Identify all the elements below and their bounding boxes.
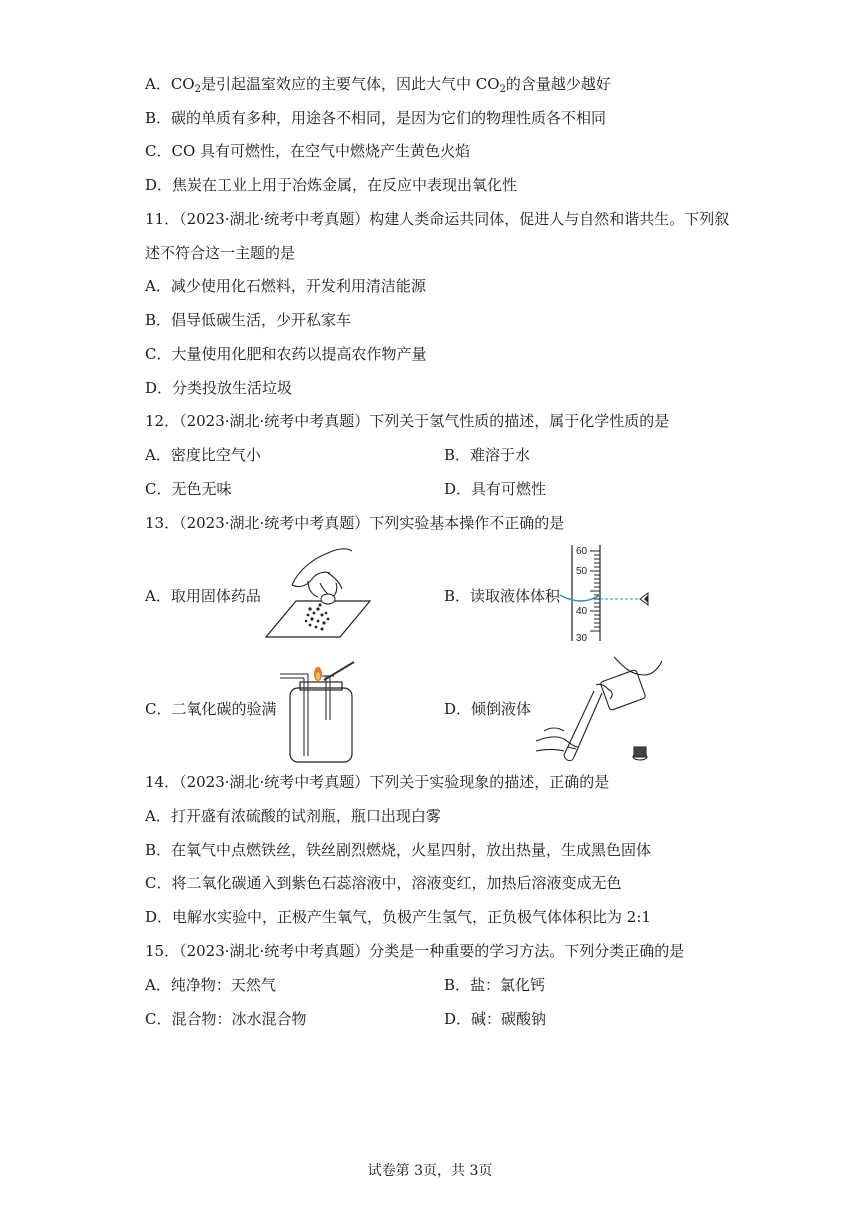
q11-stem-line2: 述不符合这一主题的是: [145, 244, 296, 262]
q15-option-c: C．混合物：冰水混合物: [145, 1010, 307, 1028]
q14-option-c: C．将二氧化碳通入到紫色石蕊溶液中，溶液变红，加热后溶液变成无色: [145, 874, 622, 892]
graduated-cylinder-figure: [560, 543, 660, 643]
tick-label-30: 30: [576, 633, 588, 643]
q10-option-c: C．CO 具有可燃性，在空气中燃烧产生黄色火焰: [145, 142, 471, 160]
q15-option-d: D．碱：碳酸钠: [444, 1010, 547, 1028]
q11-option-c: C．大量使用化肥和农药以提高农作物产量: [145, 345, 427, 363]
q13-option-b: B．读取液体体积: [444, 587, 561, 605]
q13-option-a: A．取用固体药品: [145, 587, 261, 605]
page-footer: 试卷第 3页，共 3页: [367, 1163, 493, 1179]
q10-option-a: A．$CO_2$是引起温室效应的主要气体，因此大气中 $CO_2$的含量越少越好: [145, 75, 611, 95]
q14-option-a: A．打开盛有浓硫酸的试剂瓶，瓶口出现白雾: [145, 807, 441, 825]
tick-label-50: 50: [576, 566, 588, 577]
q10-option-d: D．焦炭在工业上用于冶炼金属，在反应中表现出氧化性: [145, 176, 518, 194]
q12-stem: 12．（2023·湖北·统考中考真题）下列关于氢气性质的描述，属于化学性质的是: [145, 412, 670, 430]
q11-option-a: A．减少使用化石燃料，开发利用清洁能源: [145, 277, 426, 295]
tick-label-60: 60: [576, 546, 588, 557]
q10-option-b: B．碳的单质有多种，用途各不相同，是因为它们的物理性质各不相同: [145, 109, 607, 127]
q11-option-b: B．倡导低碳生活，少开私家车: [145, 311, 352, 329]
q14-option-b: B．在氧气中点燃铁丝，铁丝剧烈燃烧，火星四射，放出热量，生成黑色固体: [145, 841, 652, 859]
q11-option-d: D．分类投放生活垃圾: [145, 379, 293, 397]
q13-option-d: D．倾倒液体: [444, 700, 532, 718]
q13-stem: 13．（2023·湖北·统考中考真题）下列实验基本操作不正确的是: [145, 514, 565, 532]
q12-option-b: B．难溶于水: [444, 446, 531, 464]
q15-stem: 15．（2023·湖北·统考中考真题）分类是一种重要的学习方法。下列分类正确的是: [145, 942, 685, 960]
q14-option-d: D．电解水实验中，正极产生氧气，负极产生氢气，正负极气体体积比为 2:1: [145, 908, 651, 926]
gas-bottle-figure: [276, 660, 376, 764]
q12-option-a: A．密度比空气小: [145, 446, 261, 464]
eye-icon: [640, 593, 648, 605]
q13-option-c: C．二氧化碳的验满: [145, 700, 277, 718]
tick-label-40: 40: [576, 606, 588, 617]
q11-stem-line1: 11．（2023·湖北·统考中考真题）构建人类命运共同体，促进人与自然和谐共生。下列叙: [145, 210, 730, 228]
pouring-liquid-figure: [534, 655, 666, 765]
q12-option-d: D．具有可燃性: [444, 480, 547, 498]
q15-option-a: A．纯净物：天然气: [145, 976, 276, 994]
q12-option-c: C．无色无味: [145, 480, 232, 498]
solid-reagent-figure: [262, 543, 374, 639]
q15-option-b: B．盐：氯化钙: [444, 976, 546, 994]
q14-stem: 14．（2023·湖北·统考中考真题）下列关于实验现象的描述，正确的是: [145, 773, 610, 791]
